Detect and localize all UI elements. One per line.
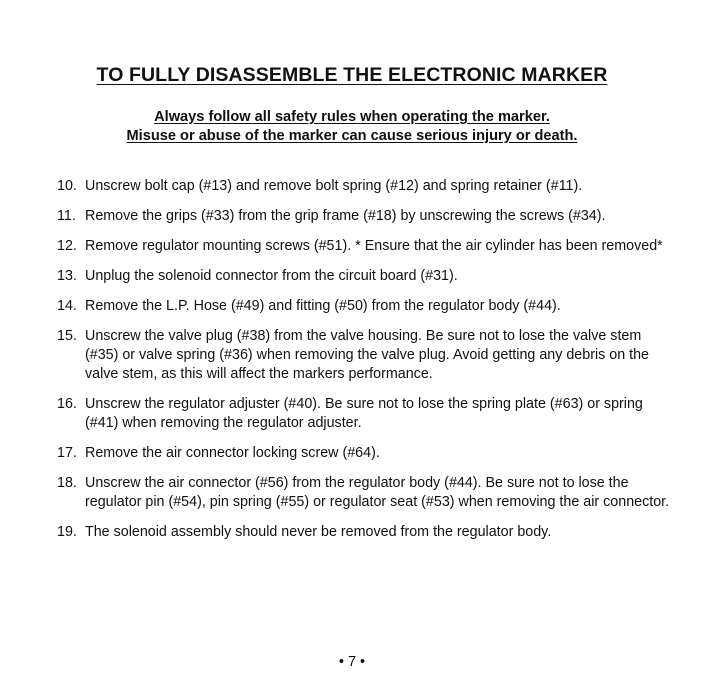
safety-warning-line-2: Misuse or abuse of the marker can cause serious injury or death. [126,128,578,144]
step-text: Remove the air connector locking screw (#64). [85,445,380,461]
step-text: Unscrew the regulator adjuster (#40). Be sure not to lose the spring plate (#63) or spring (#41) when removing the regulator adjuster. [85,396,643,431]
safety-warning [0,108,704,146]
step-10 [57,177,677,196]
page-number: • 7 • [338,654,366,670]
disassembly-steps [57,177,677,553]
step-18 [57,474,677,512]
step-number: 10. [57,178,77,194]
step-number: 14. [57,298,77,314]
step-number: 18. [57,475,77,491]
step-15 [57,327,677,384]
step-text: Unscrew the valve plug (#38) from the valve housing. Be sure not to lose the valve stem (#35) or valve spring (#36) when removing the valve plug. Avoid getting any debris on the valve stem, as this will affect the markers performance. [85,328,650,382]
step-19 [57,523,677,542]
step-text: Unplug the solenoid connector from the circuit board (#31). [85,268,458,284]
step-text: Remove the grips (#33) from the grip frame (#18) by unscrewing the screws (#34). [85,208,606,224]
step-number: 19. [57,524,77,540]
step-11 [57,207,677,226]
safety-warning-line-1: Always follow all safety rules when operating the marker. [154,109,550,125]
step-number: 11. [57,208,76,224]
step-number: 12. [57,238,77,254]
step-14 [57,297,677,316]
step-number: 15. [57,328,77,344]
step-text: Unscrew the air connector (#56) from the regulator body (#44). Be sure not to lose the regulator pin (#54), pin spring (#55) or regulator seat (#53) when removing the air connector. [85,475,670,510]
step-17 [57,444,677,463]
step-text: Unscrew bolt cap (#13) and remove bolt spring (#12) and spring retainer (#11). [85,178,583,194]
step-number: 17. [57,445,77,461]
step-number: 13. [57,268,77,284]
step-text: The solenoid assembly should never be removed from the regulator body. [85,524,552,540]
step-12 [57,237,677,256]
step-16 [57,395,677,433]
step-13 [57,267,677,286]
step-text: Remove regulator mounting screws (#51). * Ensure that the air cylinder has been removed* [85,238,663,254]
step-number: 16. [57,396,77,412]
page-title: TO FULLY DISASSEMBLE THE ELECTRONIC MARKER [96,64,608,86]
step-text: Remove the L.P. Hose (#49) and fitting (#50) from the regulator body (#44). [85,298,561,314]
